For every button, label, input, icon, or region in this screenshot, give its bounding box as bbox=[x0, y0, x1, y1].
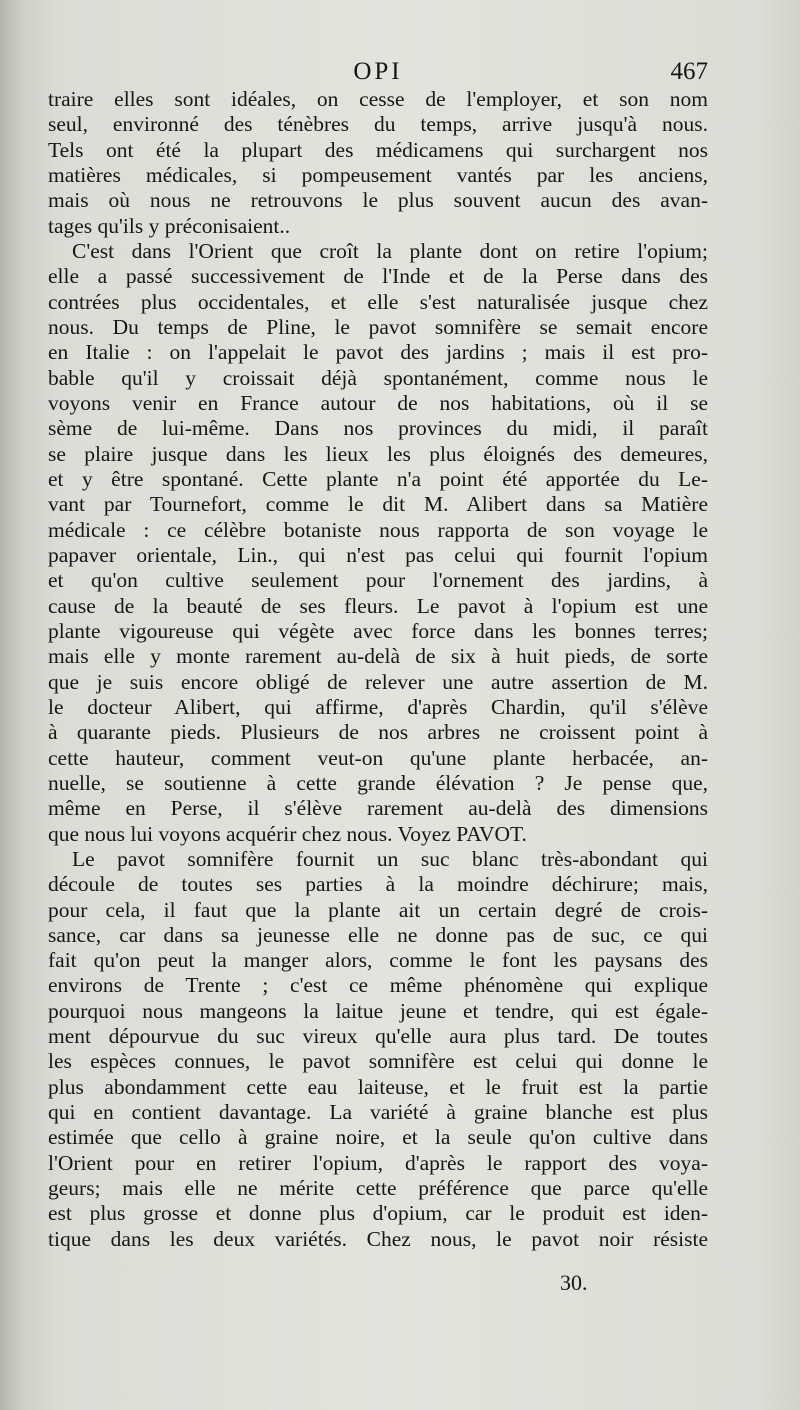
text-line: vant par Tournefort, comme le dit M. Alibert dans sa Matière bbox=[48, 492, 708, 517]
text-line: nuelle, se soutienne à cette grande élévation ? Je pense que, bbox=[48, 770, 708, 795]
text-line: pourquoi nous mangeons la laitue jeune et tendre, qui est égale- bbox=[48, 998, 708, 1023]
text-line: découle de toutes ses parties à la moindre déchirure; mais, bbox=[48, 872, 708, 897]
text-line: seul, environné des ténèbres du temps, arrive jusqu'à nous. bbox=[48, 112, 708, 137]
text-line: mais où nous ne retrouvons le plus souvent aucun des avan- bbox=[48, 188, 708, 213]
text-line: l'Orient pour en retirer l'opium, d'après le rapport des voya- bbox=[48, 1150, 708, 1175]
text-line: C'est dans l'Orient que croît la plante dont on retire l'opium; bbox=[72, 238, 708, 263]
text-line: estimée que cello à graine noire, et la seule qu'on cultive dans bbox=[48, 1125, 708, 1150]
text-line: plus abondamment cette eau laiteuse, et le fruit est la partie bbox=[48, 1074, 708, 1099]
text-line: et y être spontané. Cette plante n'a point été apportée du Le- bbox=[48, 466, 708, 491]
text-line: que je suis encore obligé de relever une autre assertion de M. bbox=[48, 669, 708, 694]
text-line: tique dans les deux variétés. Chez nous, le pavot noir résiste bbox=[48, 1226, 708, 1251]
text-line: à quarante pieds. Plusieurs de nos arbres ne croissent point à bbox=[48, 720, 708, 745]
text-line: environs de Trente ; c'est ce même phénomène qui explique bbox=[48, 973, 708, 998]
text-line: sème de lui-même. Dans nos provinces du midi, il paraît bbox=[48, 416, 708, 441]
text-line: les espèces connues, le pavot somnifère est celui qui donne le bbox=[48, 1049, 708, 1074]
text-line: contrées plus occidentales, et elle s'est naturalisée jusque chez bbox=[48, 289, 708, 314]
text-line: matières médicales, si pompeusement vantés par les anciens, bbox=[48, 162, 708, 187]
text-line: est plus grosse et donne plus d'opium, car le produit est iden- bbox=[48, 1201, 708, 1226]
text-line: et qu'on cultive seulement pour l'ornement des jardins, à bbox=[48, 568, 708, 593]
text-line: bable qu'il y croissait déjà spontanément, comme nous le bbox=[48, 365, 708, 390]
text-line: cette hauteur, comment veut-on qu'une plante herbacée, an- bbox=[48, 745, 708, 770]
text-line: qui en contient davantage. La variété à graine blanche est plus bbox=[48, 1100, 708, 1125]
text-line: pour cela, il faut que la plante ait un certain degré de crois- bbox=[48, 897, 708, 922]
text-line: elle a passé successivement de l'Inde et de la Perse dans des bbox=[48, 264, 708, 289]
text-line: même en Perse, il s'élève rarement au-delà des dimensions bbox=[48, 796, 708, 821]
text-line: cause de la beauté de ses fleurs. Le pavot à l'opium est une bbox=[48, 593, 708, 618]
text-line: en Italie : on l'appelait le pavot des jardins ; mais il est pro- bbox=[48, 340, 708, 365]
text-line: Tels ont été la plupart des médicamens qui surchargent nos bbox=[48, 137, 708, 162]
text-line: que nous lui voyons acquérir chez nous. Voyez PAVOT. bbox=[48, 821, 527, 846]
running-head: OPI bbox=[353, 58, 403, 85]
body-text bbox=[48, 87, 708, 1252]
text-line: ment dépourvue du suc vireux qu'elle aura plus tard. De toutes bbox=[48, 1024, 708, 1049]
signature-mark: 30. bbox=[560, 1270, 588, 1295]
text-line: traire elles sont idéales, on cesse de l'employer, et son nom bbox=[48, 87, 708, 111]
page-number: 467 bbox=[670, 58, 708, 85]
text-line: Le pavot somnifère fournit un suc blanc très-abondant qui bbox=[72, 846, 708, 871]
text-line: voyons venir en France autour de nos habitations, où il se bbox=[48, 390, 708, 415]
text-line: papaver orientale, Lin., qui n'est pas celui qui fournit l'opium bbox=[48, 542, 708, 567]
text-line: geurs; mais elle ne mérite cette préférence que parce qu'elle bbox=[48, 1176, 708, 1201]
text-line: mais elle y monte rarement au-delà de six à huit pieds, de sorte bbox=[48, 644, 708, 669]
text-line: fait qu'on peut la manger alors, comme le font les paysans des bbox=[48, 948, 708, 973]
text-line: plante vigoureuse qui végète avec force dans les bonnes terres; bbox=[48, 618, 708, 643]
text-line: médicale : ce célèbre botaniste nous rapporta de son voyage le bbox=[48, 517, 708, 542]
text-line: le docteur Alibert, qui affirme, d'après Chardin, qu'il s'élève bbox=[48, 694, 708, 719]
text-line: nous. Du temps de Pline, le pavot somnifère se semait encore bbox=[48, 314, 708, 339]
text-line: se plaire jusque dans les lieux les plus éloignés des demeures, bbox=[48, 441, 708, 466]
text-line: sance, car dans sa jeunesse elle ne donne pas de suc, ce qui bbox=[48, 922, 708, 947]
text-line: tages qu'ils y préconisaient.. bbox=[48, 213, 291, 238]
